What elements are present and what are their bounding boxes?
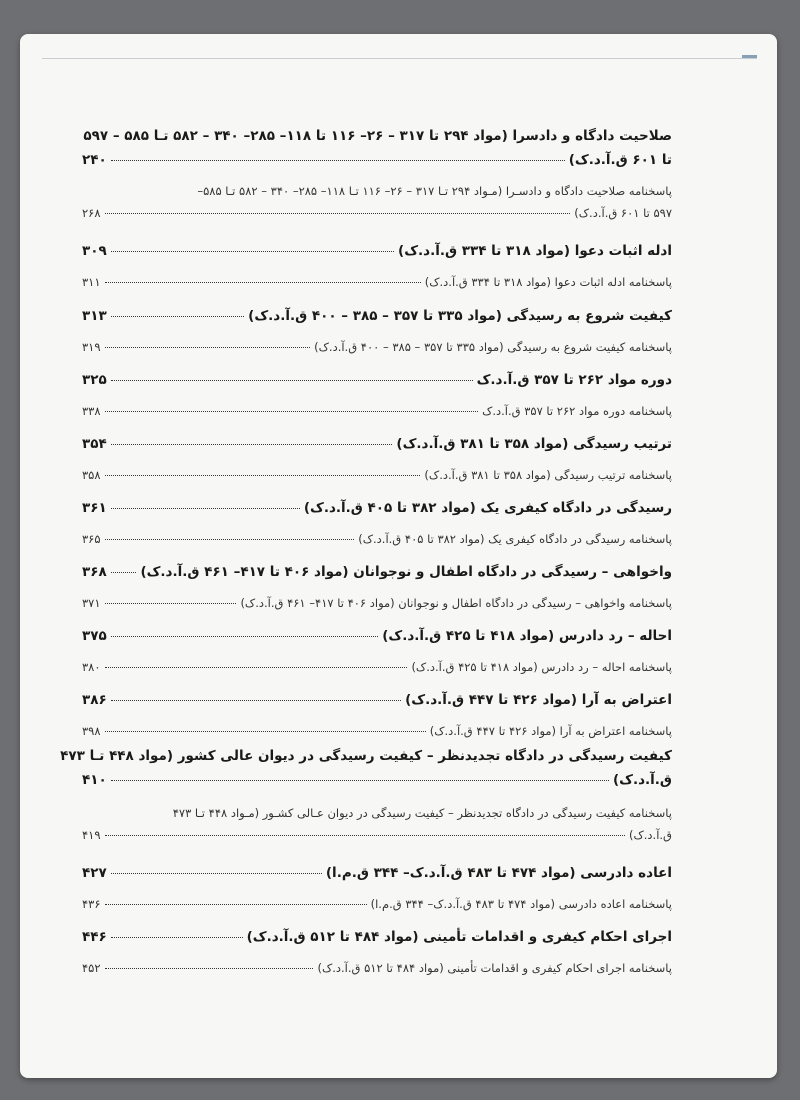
toc-entry-title: اعتراض به آرا (مواد ۴۲۶ تا ۴۴۷ ق.آ.د.ک)	[405, 692, 672, 708]
toc-chapter-entry[interactable]	[82, 243, 672, 267]
toc-chapter-entry[interactable]	[82, 500, 672, 524]
toc-entry-title: کیفیت رسیدگی در دادگاه تجدیدنظر – کیفیت رسیدگی در دیوان عالی کشور (مواد ۴۴۸ تـا ۴۷۳	[60, 748, 672, 764]
toc-chapter-entry[interactable]	[82, 628, 672, 652]
dot-leader	[111, 873, 322, 874]
dot-leader	[111, 316, 244, 317]
toc-page-number: ۴۱۹	[82, 828, 101, 842]
toc-page-number: ۳۵۴	[82, 436, 107, 452]
toc-page-number: ۳۱۱	[82, 275, 101, 289]
toc-page-number: ۳۸۰	[82, 660, 101, 674]
toc-entry-title: پاسخنامه واخواهی – رسیدگی در دادگاه اطفال و نوجوانان (مواد ۴۰۶ تا ۴۱۷– ۴۶۱ ق.آ.د.ک)	[240, 596, 672, 610]
toc-page-number: ۳۵۸	[82, 468, 101, 482]
toc-entry-title: ترتیب رسیدگی (مواد ۳۵۸ تا ۳۸۱ ق.آ.د.ک)	[396, 436, 672, 452]
toc-answer-entry[interactable]	[82, 404, 672, 426]
toc-chapter-entry[interactable]	[82, 308, 672, 332]
toc-entry-title: ق.آ.د.ک)	[612, 772, 672, 788]
page-top-rule	[42, 58, 757, 59]
toc-page-number: ۲۶۸	[82, 206, 101, 220]
toc-chapter-entry[interactable]	[82, 929, 672, 953]
toc-entry-title: پاسخنامه کیفیت رسیدگی در دادگاه تجدیدنظر – کیفیت رسیدگی در دیوان عـالی کشـور (مـواد ۴۴۸ تـا ۴۷۳	[172, 806, 672, 820]
toc-answer-entry[interactable]	[82, 596, 672, 618]
toc-page-number: ۴۱۰	[82, 772, 107, 788]
dot-leader	[105, 347, 311, 348]
dot-leader	[105, 539, 355, 540]
toc-page-number: ۳۷۵	[82, 628, 107, 644]
toc-entry-title: پاسخنامه صلاحیت دادگاه و دادسـرا (مـواد ۲۹۴ تـا ۳۱۷ – ۲۶– ۱۱۶ تـا ۱۱۸– ۲۸۵– ۳۴۰ – ۵۸۲ تـا ۵۸۵–	[197, 184, 672, 198]
toc-page-number: ۳۹۸	[82, 724, 101, 738]
toc-page-number: ۳۶۸	[82, 564, 107, 580]
toc-page-number: ۴۲۷	[82, 865, 107, 881]
toc-page-number: ۳۱۳	[82, 308, 107, 324]
toc-entry-title: رسیدگی در دادگاه کیفری یک (مواد ۳۸۲ تا ۴۰۵ ق.آ.د.ک)	[303, 500, 672, 516]
toc-answer-entry[interactable]	[82, 660, 672, 682]
toc-page-number: ۳۶۵	[82, 532, 101, 546]
toc-entry-title: پاسخنامه کیفیت شروع به رسیدگی (مواد ۳۳۵ تا ۳۵۷ – ۳۸۵ – ۴۰۰ ق.آ.د.ک)	[314, 340, 672, 354]
toc-entry-title: پاسخنامه اعتراض به آرا (مواد ۴۲۶ تا ۴۴۷ ق.آ.د.ک)	[429, 724, 672, 738]
dot-leader	[111, 380, 473, 381]
dot-leader	[105, 603, 237, 604]
toc-answer-entry[interactable]	[82, 961, 672, 983]
dot-leader	[111, 160, 565, 161]
toc-chapter-entry[interactable]	[82, 865, 672, 889]
dot-leader	[105, 835, 625, 836]
dot-leader	[105, 411, 479, 412]
toc-answer-entry[interactable]	[82, 806, 672, 850]
dot-leader	[111, 700, 401, 701]
dot-leader	[111, 937, 243, 938]
toc-chapter-entry[interactable]	[82, 128, 672, 176]
toc-page-number: ۳۷۱	[82, 596, 101, 610]
toc-page-number: ۴۵۲	[82, 961, 101, 975]
dot-leader	[111, 780, 609, 781]
toc-entry-title: پاسخنامه اجرای احکام کیفری و اقدامات تأمینی (مواد ۴۸۴ تا ۵۱۲ ق.آ.د.ک)	[317, 961, 672, 975]
toc-answer-entry[interactable]	[82, 340, 672, 362]
dot-leader	[105, 667, 408, 668]
toc-entry-title: دوره مواد ۲۶۲ تا ۳۵۷ ق.آ.د.ک	[476, 372, 672, 388]
dot-leader	[111, 251, 394, 252]
dot-leader	[111, 508, 300, 509]
toc-chapter-entry[interactable]	[82, 372, 672, 396]
toc-entry-title: کیفیت شروع به رسیدگی (مواد ۳۳۵ تا ۳۵۷ – ۳۸۵ – ۴۰۰ ق.آ.د.ک)	[248, 308, 672, 324]
toc-page-number: ۴۴۶	[82, 929, 107, 945]
dot-leader	[111, 444, 393, 445]
dot-leader	[105, 731, 426, 732]
dot-leader	[105, 213, 571, 214]
toc-entry-title: صلاحیت دادگاه و دادسرا (مواد ۲۹۴ تا ۳۱۷ – ۲۶– ۱۱۶ تا ۱۱۸– ۲۸۵– ۳۴۰ – ۵۸۲ تـا ۵۸۵ – ۵۹۷	[83, 128, 672, 144]
toc-entry-title: اعاده دادرسی (مواد ۴۷۴ تا ۴۸۳ ق.آ.د.ک– ۳۴۴ ق.م.ا)	[325, 865, 672, 881]
toc-entry-title: پاسخنامه احاله – رد دادرس (مواد ۴۱۸ تا ۴۲۵ ق.آ.د.ک)	[411, 660, 672, 674]
toc-entry-title: ادله اثبات دعوا (مواد ۳۱۸ تا ۳۳۴ ق.آ.د.ک)	[398, 243, 672, 259]
toc-page-number: ۳۸۶	[82, 692, 107, 708]
toc-chapter-entry[interactable]	[82, 692, 672, 716]
dot-leader	[105, 475, 421, 476]
toc-answer-entry[interactable]	[82, 532, 672, 554]
toc-entry-title: پاسخنامه ادله اثبات دعوا (مواد ۳۱۸ تا ۳۳۴ ق.آ.د.ک)	[424, 275, 672, 289]
toc-page-number: ۳۶۱	[82, 500, 107, 516]
toc-entry-title: اجرای احکام کیفری و اقدامات تأمینی (مواد ۴۸۴ تا ۵۱۲ ق.آ.د.ک)	[246, 929, 672, 945]
toc-page-number: ۳۳۸	[82, 404, 101, 418]
dot-leader	[111, 636, 378, 637]
toc-entry-title: واخواهی – رسیدگی در دادگاه اطفال و نوجوانان (مواد ۴۰۶ تا ۴۱۷– ۴۶۱ ق.آ.د.ک)	[140, 564, 672, 580]
toc-entry-title: احاله – رد دادرس (مواد ۴۱۸ تا ۴۲۵ ق.آ.د.ک)	[382, 628, 672, 644]
toc-answer-entry[interactable]	[82, 897, 672, 919]
toc-page-number: ۲۴۰	[82, 152, 107, 168]
toc-page-number: ۴۳۶	[82, 897, 101, 911]
toc-answer-entry[interactable]	[82, 468, 672, 490]
toc-chapter-entry[interactable]	[82, 564, 672, 588]
toc-answer-entry[interactable]	[82, 184, 672, 228]
dot-leader	[105, 968, 314, 969]
toc-page-number: ۳۰۹	[82, 243, 107, 259]
toc-entry-title: پاسخنامه دوره مواد ۲۶۲ تا ۳۵۷ ق.آ.د.ک	[482, 404, 672, 418]
toc-entry-title: پاسخنامه اعاده دادرسی (مواد ۴۷۴ تا ۴۸۳ ق.آ.د.ک– ۳۴۴ ق.م.ا)	[370, 897, 672, 911]
toc-entry-title: ۵۹۷ تا ۶۰۱ ق.آ.د.ک)	[574, 206, 672, 220]
toc-page-number: ۳۲۵	[82, 372, 107, 388]
toc-answer-entry[interactable]	[82, 724, 672, 746]
toc-entry-title: تا ۶۰۱ ق.آ.د.ک)	[568, 152, 672, 168]
toc-chapter-entry[interactable]	[82, 436, 672, 460]
toc-entry-title: پاسخنامه رسیدگی در دادگاه کیفری یک (مواد ۳۸۲ تا ۴۰۵ ق.آ.د.ک)	[358, 532, 672, 546]
corner-marker	[742, 55, 757, 58]
dot-leader	[105, 904, 367, 905]
toc-entry-title: ق.آ.د.ک)	[629, 828, 672, 842]
toc-answer-entry[interactable]	[82, 275, 672, 297]
dot-leader	[105, 282, 421, 283]
toc-page-number: ۳۱۹	[82, 340, 101, 354]
toc-chapter-entry[interactable]	[60, 748, 672, 796]
toc-entry-title: پاسخنامه ترتیب رسیدگی (مواد ۳۵۸ تا ۳۸۱ ق.آ.د.ک)	[424, 468, 672, 482]
dot-leader	[111, 572, 137, 573]
